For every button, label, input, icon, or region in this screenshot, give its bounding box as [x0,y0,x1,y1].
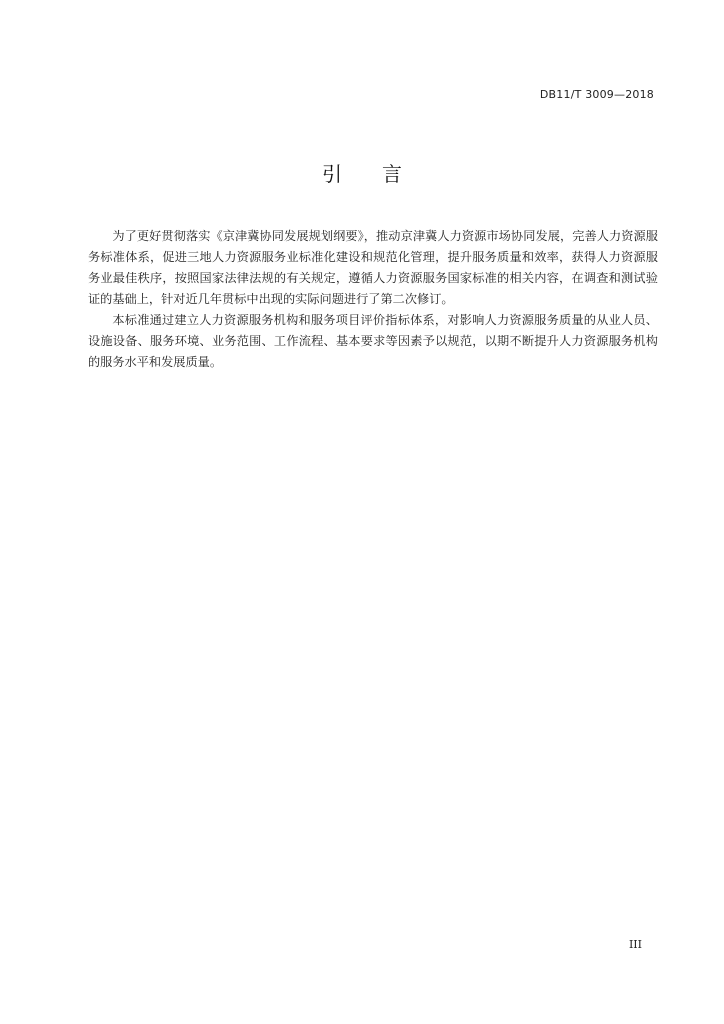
body-text [88,226,658,373]
page-number: III [628,938,642,951]
section-title [0,158,724,187]
section-title-char-1: 引 [322,162,342,186]
paragraph-2: 本标准通过建立人力资源服务机构和服务项目评价指标体系，对影响人力资源服务质量的从业人员、设施设备、服务环境、业务范围、工作流程、基本要求等因素予以规范，以期不断提升人力资源服务机构的服务水平和发展质量。 [88,313,658,369]
section-title-char-2: 言 [382,162,402,186]
document-code: DB11/T 3009—2018 [539,88,654,101]
paragraph-1: 为了更好贯彻落实《京津冀协同发展规划纲要》，推动京津冀人力资源市场协同发展，完善人力资源服务标准体系，促进三地人力资源服务业标准化建设和规范化管理，提升服务质量和效率，获得人力资源服务业最佳秩序，按照国家法律法规的有关规定，遵循人力资源服务国家标准的相关内容，在调查和测试验证的基础上，针对近几年贯标中出现的实际问题进行了第二次修订。 [88,229,658,306]
